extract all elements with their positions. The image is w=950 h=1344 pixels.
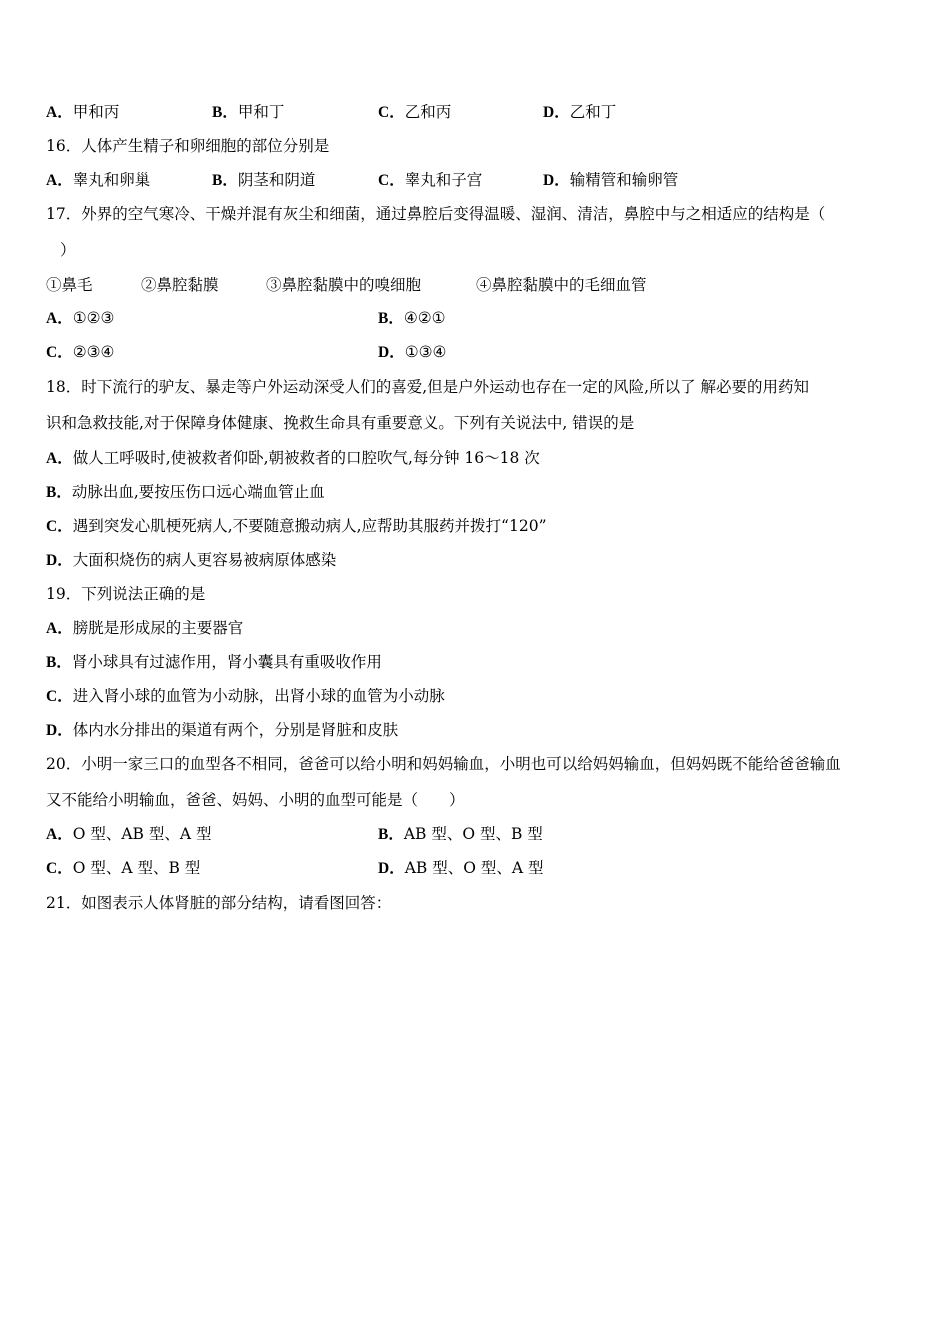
q15-option-b bbox=[212, 102, 284, 123]
option-text: ②③④ bbox=[72, 343, 115, 361]
q17-option-c bbox=[46, 342, 114, 363]
option-text: 输精管和输卵管 bbox=[569, 171, 679, 189]
option-letter: C． bbox=[46, 344, 73, 361]
q19-option-b bbox=[46, 652, 382, 673]
q15-option-a bbox=[46, 102, 119, 123]
q18-option-c bbox=[46, 516, 547, 537]
option-letter: B． bbox=[378, 826, 404, 843]
q18-option-b bbox=[46, 482, 325, 503]
q18-option-d bbox=[46, 550, 336, 571]
q17-option-a bbox=[46, 308, 114, 329]
option-text: 进入肾小球的血管为小动脉，出肾小球的血管为小动脉 bbox=[72, 687, 445, 705]
option-text: ④②① bbox=[403, 309, 446, 327]
q16-option-b bbox=[212, 170, 315, 191]
option-letter: C． bbox=[378, 172, 405, 189]
q20-option-c bbox=[46, 858, 200, 879]
option-letter: D． bbox=[378, 860, 405, 877]
option-text: 睾丸和卵巢 bbox=[72, 171, 151, 189]
q18-stem-line1: 18．时下流行的驴友、暴走等户外运动深受人们的喜爱,但是户外运动也存在一定的风险,所以了 解必要的用药知 bbox=[46, 378, 810, 396]
q20-option-d bbox=[378, 858, 543, 879]
q19-stem: 19．下列说法正确的是 bbox=[46, 585, 206, 603]
option-letter: A． bbox=[46, 450, 73, 467]
option-letter: B． bbox=[46, 484, 72, 501]
q17-item-2: ②鼻腔黏膜 bbox=[141, 276, 219, 294]
option-text: 甲和丁 bbox=[237, 103, 285, 121]
option-letter: D． bbox=[378, 344, 405, 361]
q19-option-c bbox=[46, 686, 445, 707]
q20-stem-line2: 又不能给小明输血，爸爸、妈妈、小明的血型可能是（ ） bbox=[46, 791, 465, 809]
option-letter: B． bbox=[212, 172, 238, 189]
q17-stem-line1: 17．外界的空气寒冷、干燥并混有灰尘和细菌，通过鼻腔后变得温暖、湿润、清洁，鼻腔中与之相适应的结构是（ bbox=[46, 205, 826, 223]
q16-option-c bbox=[378, 170, 482, 191]
q15-option-c bbox=[378, 102, 451, 123]
option-text: 肾小球具有过滤作用，肾小囊具有重吸收作用 bbox=[71, 653, 382, 671]
option-text: 膀胱是形成尿的主要器官 bbox=[72, 619, 244, 637]
q16-option-d bbox=[543, 170, 678, 191]
q17-item-3: ③鼻腔黏膜中的嗅细胞 bbox=[266, 276, 422, 294]
option-text: O 型、A 型、B 型 bbox=[72, 859, 201, 877]
option-text: 睾丸和子宫 bbox=[404, 171, 483, 189]
option-text: ①③④ bbox=[404, 343, 447, 361]
q17-item-1: ①鼻毛 bbox=[46, 276, 93, 294]
option-text: 甲和丙 bbox=[72, 103, 120, 121]
q17-option-d bbox=[378, 342, 446, 363]
q20-stem-line1: 20．小明一家三口的血型各不相同，爸爸可以给小明和妈妈输血，小明也可以给妈妈输血，但妈妈既不能给爸爸输血 bbox=[46, 755, 841, 773]
option-letter: D． bbox=[543, 104, 570, 121]
option-letter: A． bbox=[46, 310, 73, 327]
q20-option-b bbox=[378, 824, 543, 845]
option-letter: A． bbox=[46, 172, 73, 189]
option-letter: C． bbox=[46, 860, 73, 877]
option-letter: C． bbox=[378, 104, 405, 121]
option-text: 阴茎和阴道 bbox=[237, 171, 316, 189]
option-letter: D． bbox=[46, 552, 73, 569]
q18-option-a bbox=[46, 448, 540, 469]
q18-stem-line2: 识和急救技能,对于保障身体健康、挽救生命具有重要意义。下列有关说法中, 错误的是 bbox=[46, 414, 635, 432]
option-text: 大面积烧伤的病人更容易被病原体感染 bbox=[72, 551, 337, 569]
option-text: AB 型、O 型、B 型 bbox=[403, 825, 543, 843]
q16-option-a bbox=[46, 170, 150, 191]
option-text: 乙和丙 bbox=[404, 103, 452, 121]
option-letter: A． bbox=[46, 104, 73, 121]
option-letter: A． bbox=[46, 826, 73, 843]
option-text: AB 型、O 型、A 型 bbox=[404, 859, 544, 877]
q17-option-b bbox=[378, 308, 446, 329]
option-letter: B． bbox=[378, 310, 404, 327]
q21-stem: 21．如图表示人体肾脏的部分结构，请看图回答： bbox=[46, 894, 392, 912]
q15-option-d bbox=[543, 102, 616, 123]
q17-stem-line2: ） bbox=[60, 241, 76, 259]
q17-item-4: ④鼻腔黏膜中的毛细血管 bbox=[476, 276, 647, 294]
option-letter: D． bbox=[46, 722, 73, 739]
option-letter: B． bbox=[212, 104, 238, 121]
option-letter: A． bbox=[46, 620, 73, 637]
q19-option-a bbox=[46, 618, 243, 639]
option-letter: C． bbox=[46, 688, 73, 705]
option-text: 体内水分排出的渠道有两个，分别是肾脏和皮肤 bbox=[72, 721, 399, 739]
option-letter: D． bbox=[543, 172, 570, 189]
option-text: O 型、AB 型、A 型 bbox=[72, 825, 212, 843]
option-text: 乙和丁 bbox=[569, 103, 617, 121]
option-letter: C． bbox=[46, 518, 73, 535]
q19-option-d bbox=[46, 720, 398, 741]
option-text: 遇到突发心肌梗死病人,不要随意搬动病人,应帮助其服药并拨打“120” bbox=[72, 517, 547, 535]
option-text: 做人工呼吸时,使被救者仰卧,朝被救者的口腔吹气,每分钟 16～18 次 bbox=[72, 449, 540, 467]
option-letter: B． bbox=[46, 654, 72, 671]
option-text: 动脉出血,要按压伤口远心端血管止血 bbox=[71, 483, 325, 501]
q20-option-a bbox=[46, 824, 211, 845]
option-text: ①②③ bbox=[72, 309, 115, 327]
q16-stem: 16．人体产生精子和卵细胞的部位分别是 bbox=[46, 137, 330, 155]
